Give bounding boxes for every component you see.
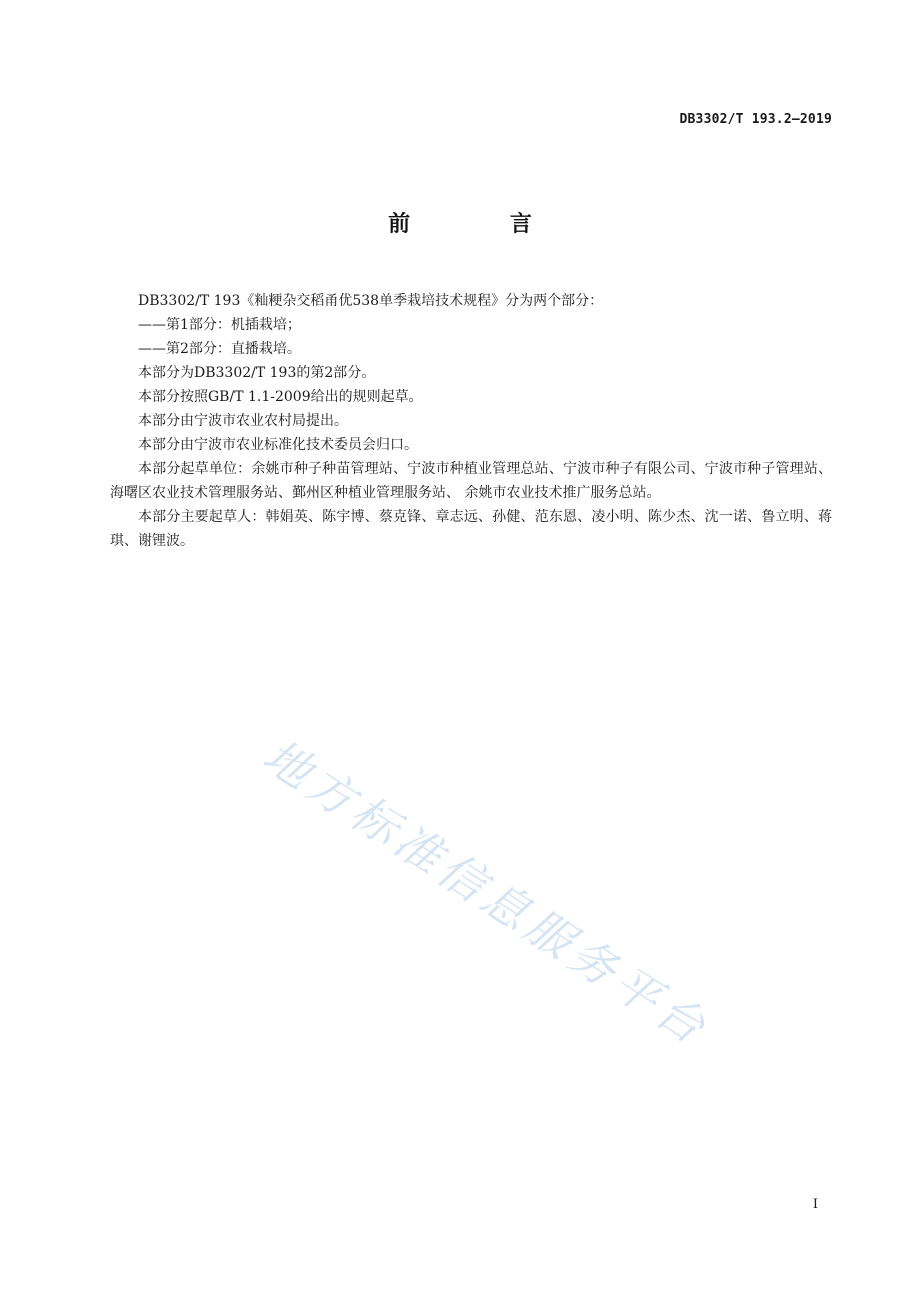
page-title: 前 言 xyxy=(388,212,578,237)
foreword-body xyxy=(110,289,832,553)
paragraph-centralized-by: 本部分由宁波市农业标准化技术委员会归口。 xyxy=(138,437,418,453)
paragraph-part-1: ——第1部分：机插栽培； xyxy=(138,317,301,333)
paragraph-part-2: ——第2部分：直播栽培。 xyxy=(138,341,301,357)
paragraph-drafters: 本部分主要起草人：韩娟英、陈宇博、蔡克锋、章志远、孙健、范东恩、凌小明、陈少杰、沈一诺、鲁立明、蒋琪、谢锂波。 xyxy=(110,509,832,549)
paragraph-this-part: 本部分为DB3302/T 193的第2部分。 xyxy=(138,365,376,381)
watermark: 地方标准信息服务平台 xyxy=(253,728,720,1057)
page-number: I xyxy=(812,1197,818,1212)
paragraph-proposed-by: 本部分由宁波市农业农村局提出。 xyxy=(138,413,348,429)
document-code: DB3302/T 193.2—2019 xyxy=(679,112,832,127)
paragraph-parts-intro: DB3302/T 193《籼粳杂交稻甬优538单季栽培技术规程》分为两个部分： xyxy=(138,293,604,309)
paragraph-drafting-units: 本部分起草单位：余姚市种子种苗管理站、宁波市种植业管理总站、宁波市种子有限公司、宁波市种子管理站、海曙区农业技术管理服务站、鄞州区种植业管理服务站、 余姚市农业技术推广服务总站。 xyxy=(110,461,832,501)
paragraph-drafting-rules: 本部分按照GB/T 1.1-2009给出的规则起草。 xyxy=(138,389,423,405)
